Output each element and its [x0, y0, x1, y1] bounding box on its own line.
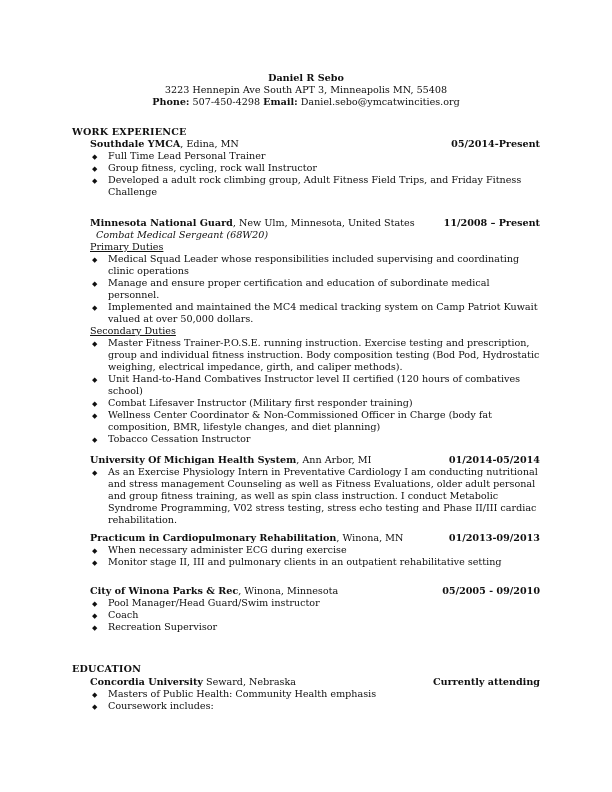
- list-item: ◆ Coach: [92, 610, 139, 621]
- job-southdale-ymca: [90, 139, 540, 199]
- bullet-icon: ◆: [92, 280, 98, 288]
- job-date: 05/2014-Present: [451, 139, 540, 150]
- education-status: Currently attending: [433, 677, 540, 688]
- resume-header: [0, 73, 612, 109]
- job-date: 05/2005 - 09/2010: [442, 586, 540, 597]
- list-item: ◆ Combat Lifesaver Instructor (Military first responder training): [92, 398, 413, 409]
- work-experience-heading: WORK EXPERIENCE: [72, 127, 187, 138]
- bullet-icon: ◆: [92, 547, 98, 555]
- candidate-name: Daniel R Sebo: [268, 73, 344, 84]
- job-winona-parks: [90, 586, 540, 634]
- list-item: ◆ Masters of Public Health: Community Health emphasis: [92, 689, 377, 700]
- list-item: ◆ Implemented and maintained the MC4 medical tracking system on Camp Patriot Kuwait valued at over 50,000 dollars.: [92, 302, 538, 325]
- email-label: Email:: [263, 97, 298, 108]
- bullet-icon: ◆: [92, 691, 98, 699]
- job-org: University Of Michigan Health System: [90, 455, 297, 466]
- job-date: 11/2008 – Present: [443, 218, 540, 229]
- secondary-duties-heading: Secondary Duties: [90, 326, 176, 337]
- job-date: 01/2013-09/2013: [448, 533, 540, 544]
- candidate-address: 3223 Hennepin Ave South APT 3, Minneapolis MN, 55408: [164, 85, 448, 96]
- list-item: ◆ When necessary administer ECG during exercise: [92, 545, 347, 556]
- list-item: ◆ Medical Squad Leader whose responsibilities included supervising and coordinating clinic operations: [92, 254, 520, 277]
- job-cardiopulmonary-practicum: [90, 533, 540, 569]
- job-org: City of Winona Parks & Rec: [90, 586, 239, 597]
- school-name: Concordia University: [90, 677, 203, 688]
- job-umich-health: [90, 455, 540, 527]
- list-item: ◆ Coursework includes:: [92, 701, 214, 712]
- phone-number: 507-450-4298: [192, 97, 261, 108]
- job-org: Southdale YMCA: [90, 139, 181, 150]
- list-item: ◆ Group fitness, cycling, rock wall Instructor: [92, 163, 317, 174]
- bullet-icon: ◆: [92, 600, 98, 608]
- list-item: ◆ Manage and ensure proper certification and education of subordinate medical personnel.: [92, 278, 490, 301]
- bullet-icon: ◆: [92, 559, 98, 567]
- list-item: ◆ Developed a adult rock climbing group, Adult Fitness Field Trips, and Friday Fitness Challenge: [92, 175, 522, 198]
- list-item: ◆ Unit Hand-to-Hand Combatives Instructor level II certified (120 hours of combatives school): [92, 374, 521, 397]
- list-item: ◆ Wellness Center Coordinator & Non-Commissioned Officer in Charge (body fat composition, BMR, lifestyle changes, and diet planning): [92, 410, 492, 433]
- list-item: ◆ Tobacco Cessation Instructor: [92, 434, 251, 445]
- school-location: Seward, Nebraska: [202, 677, 297, 688]
- bullet-icon: ◆: [92, 400, 98, 408]
- primary-duties-heading: Primary Duties: [90, 242, 164, 253]
- bullet-icon: ◆: [92, 703, 98, 711]
- bullet-icon: ◆: [92, 469, 98, 477]
- bullet-icon: ◆: [92, 256, 98, 264]
- contact-line: [0, 97, 612, 109]
- list-item: ◆ As an Exercise Physiology Intern in Preventative Cardiology I am conducting nutritional and stress management Counseling as well as Fitness Evaluations, older adult personal and group fitness training, as well as spin class instruction. I conduct Metabolic Syndrome Programming, V02 stress testing, stress echo testing and Phase II/III cardiac rehabilitation.: [92, 467, 538, 526]
- education-heading: EDUCATION: [72, 664, 142, 675]
- bullet-icon: ◆: [92, 376, 98, 384]
- bullet-icon: ◆: [92, 165, 98, 173]
- bullet-icon: ◆: [92, 340, 98, 348]
- bullet-icon: ◆: [92, 612, 98, 620]
- job-location: , Edina, MN: [180, 139, 239, 150]
- phone-label: Phone:: [152, 97, 190, 108]
- list-item: ◆ Full Time Lead Personal Trainer: [92, 151, 266, 162]
- bullet-icon: ◆: [92, 412, 98, 420]
- email-address: Daniel.sebo@ymcatwincities.org: [300, 97, 460, 108]
- bullet-icon: ◆: [92, 436, 98, 444]
- bullet-icon: ◆: [92, 177, 98, 185]
- list-item: ◆ Master Fitness Trainer-P.O.S.E. running instruction. Exercise testing and prescription, group and individual fitness instruction. Body composition testing (Bod Pod, Hydrostatic weighing, electrical impedance, girth, and caliper methods).: [92, 338, 540, 373]
- bullet-icon: ◆: [92, 624, 98, 632]
- job-org: Practicum in Cardiopulmonary Rehabilitation: [90, 533, 337, 544]
- list-item: ◆ Monitor stage II, III and pulmonary clients in an outpatient rehabilitative setting: [92, 557, 502, 568]
- job-location: , Winona, MN: [336, 533, 404, 544]
- job-date: 01/2014-05/2014: [448, 455, 540, 466]
- job-location: , Ann Arbor, MI: [296, 455, 372, 466]
- bullet-icon: ◆: [92, 153, 98, 161]
- list-item: ◆ Recreation Supervisor: [92, 622, 218, 633]
- list-item: ◆ Pool Manager/Head Guard/Swim instructor: [92, 598, 320, 609]
- education-concordia: [90, 677, 540, 713]
- job-national-guard: [90, 218, 540, 446]
- job-role: Combat Medical Sergeant (68W20): [96, 230, 269, 241]
- job-org: Minnesota National Guard: [90, 218, 233, 229]
- bullet-icon: ◆: [92, 304, 98, 312]
- job-location: , Winona, Minnesota: [238, 586, 339, 597]
- job-location: , New Ulm, Minnesota, United States: [232, 218, 415, 229]
